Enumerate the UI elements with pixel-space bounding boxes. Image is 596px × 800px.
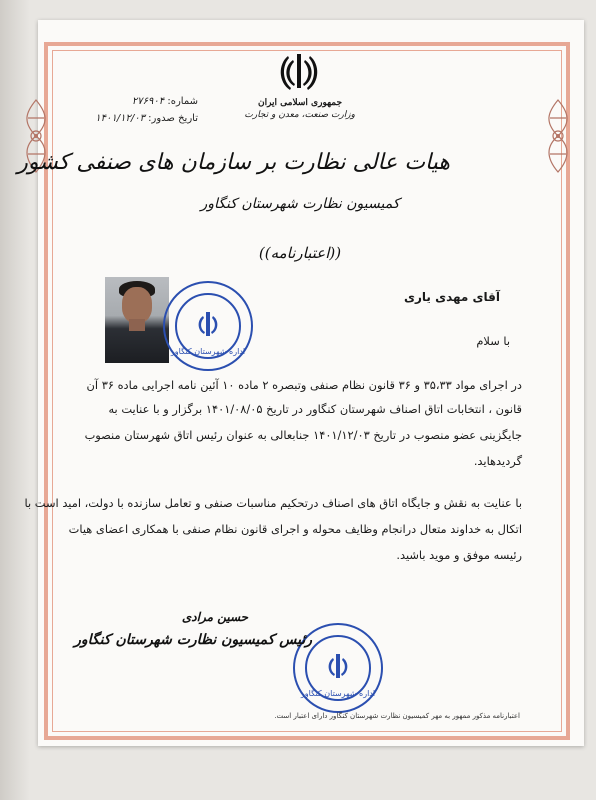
- stamp-text-2: اداره شهرستان کنگاور: [300, 689, 376, 698]
- document-title: هیات عالی نظارت بر سازمان های صنفی کشور: [17, 150, 450, 175]
- paragraph2-line3: رئیسه موفق و موید باشید.: [396, 548, 522, 562]
- paragraph1-line1: در اجرای مواد ۳۵،۳۳ و ۳۶ قانون نظام صنفی وتبصره ۲ ماده ۱۰ آئین نامه اجرایی ماده ۳۶ آن: [86, 378, 522, 392]
- letter-number-label: شماره:: [167, 96, 198, 107]
- signatory-title: رئیس کمیسیون نظارت شهرستان کنگاور: [74, 632, 312, 648]
- paragraph1-line4: گردیدهاید.: [473, 454, 522, 468]
- document-subtitle: کمیسیون نظارت شهرستان کنگاور: [200, 196, 400, 212]
- recipient-salutation: آقای مهدی یاری: [403, 290, 500, 304]
- paragraph2-line1: با عنایت به نقش و جایگاه اتاق های اصناف درتحکیم مناسبات صنفی و تعامل سازنده با دولت، امید است با: [24, 496, 522, 510]
- issue-date: [78, 113, 198, 124]
- letter-number-value: ۲۷۶۹۰۴: [131, 96, 165, 107]
- letter-number: [78, 96, 198, 107]
- photo-face: [122, 287, 152, 323]
- stamp-text: اداره شهرستان کنگاور: [170, 347, 246, 356]
- official-stamp-icon: [160, 278, 256, 374]
- signatory-name: حسین مرادی: [181, 610, 249, 624]
- country-name: جمهوری اسلامی ایران: [257, 98, 343, 108]
- paragraph1-line3: جایگزینی عضو منصوب در تاریخ ۱۴۰۱/۱۲/۰۳ جنابعالی به عنوان رئیس اتاق شهرستان منصوب: [84, 428, 522, 442]
- certificate-heading: ((اعتبارنامه)): [258, 244, 342, 262]
- ministry-name: وزارت صنعت، معدن و تجارت: [244, 110, 355, 120]
- paragraph1-line2: قانون ، انتخابات اتاق اصناف شهرستان کنگاور در تاریخ ۱۴۰۱/۰۸/۰۵ برگزار و با عنایت به: [108, 402, 522, 416]
- photo-neck: [129, 319, 145, 331]
- issue-date-label: تاریخ صدور:: [148, 113, 198, 124]
- issue-date-value: ۱۴۰۱/۱۲/۰۳: [95, 113, 145, 124]
- validity-footnote: اعتبارنامه مذکور ممهور به مهر کمیسیون نظارت شهرستان کنگاور دارای اعتبار است.: [274, 712, 520, 720]
- iran-emblem-icon: [276, 50, 322, 94]
- greeting: با سلام: [476, 334, 510, 348]
- paragraph2-line2: اتکال به خداوند متعال درانجام وظایف محوله و اجرای قانون نظام صنفی با همکاری اعضای هیات: [68, 522, 522, 536]
- ornament-right-icon: [538, 96, 578, 176]
